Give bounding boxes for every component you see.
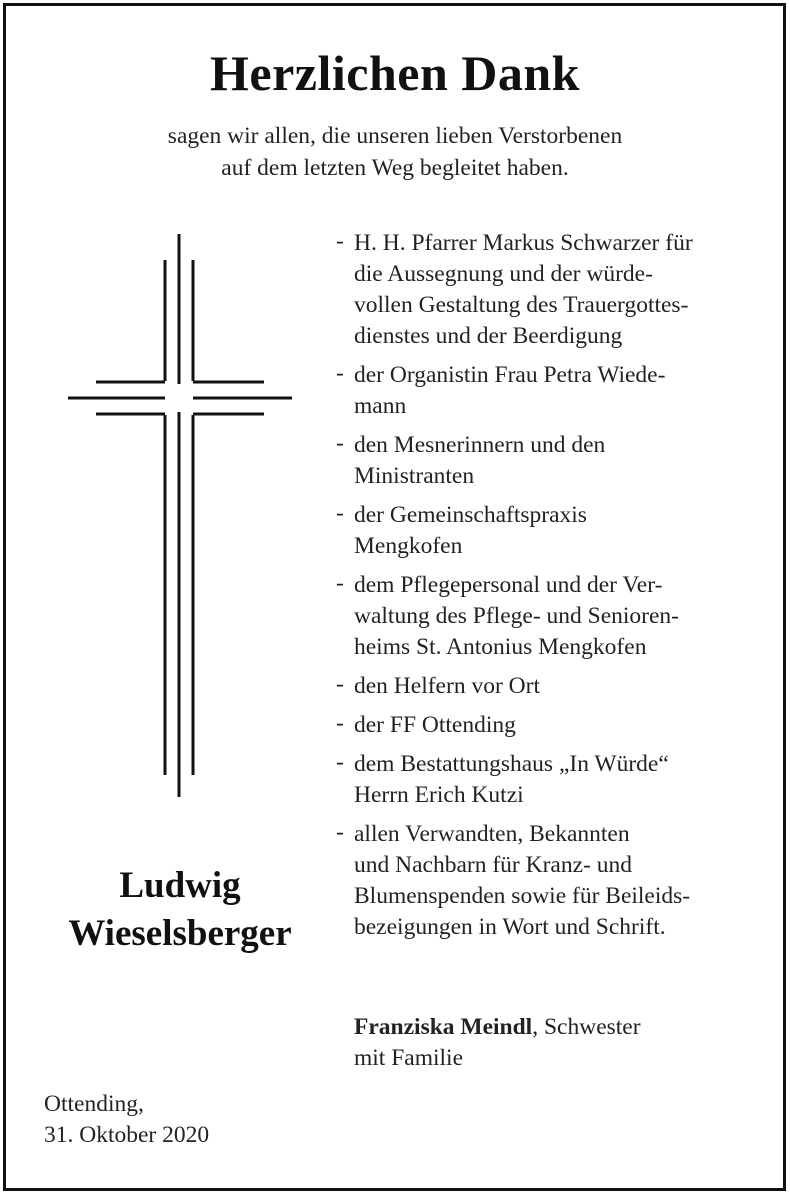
list-dash: - <box>336 819 344 845</box>
list-item-line: den Mesnerinnern und den <box>354 432 606 458</box>
list-item <box>334 819 754 943</box>
list-dash: - <box>336 430 344 456</box>
list-item-line: vollen Gestaltung des Trauergottes- <box>354 292 689 318</box>
list-item-line: H. H. Pfarrer Markus Schwarzer für <box>354 230 693 256</box>
list-item-line: Mengkofen <box>354 533 463 559</box>
list-item-line: und Nachbarn für Kranz- und <box>354 852 632 878</box>
deceased-last-name: Wieselsberger <box>68 913 292 954</box>
notice-title: Herzlichen Dank <box>210 45 580 101</box>
list-item-line: den Helfern vor Ort <box>354 673 540 699</box>
list-dash: - <box>336 228 344 254</box>
list-item-line: der Organistin Frau Petra Wiede- <box>354 362 666 388</box>
place-date <box>44 1089 209 1151</box>
list-dash: - <box>336 500 344 526</box>
list-dash: - <box>336 710 344 736</box>
list-dash: - <box>336 360 344 386</box>
list-dash: - <box>336 570 344 596</box>
list-dash: - <box>336 749 344 775</box>
subtitle-line-2: auf dem letzten Weg begleitet haben. <box>221 155 569 181</box>
deceased-name <box>40 862 320 958</box>
list-item-line: heims St. Antonius Mengkofen <box>354 634 647 660</box>
list-item <box>334 570 754 663</box>
list-item-line: waltung des Pflege- und Senioren- <box>354 603 680 629</box>
list-item-line: dem Pflegepersonal und der Ver- <box>354 572 663 598</box>
list-item <box>334 500 754 562</box>
list-item <box>334 749 754 811</box>
signature <box>354 1012 641 1074</box>
list-item-line: die Aussegnung und der würde- <box>354 261 653 287</box>
list-item <box>334 360 754 422</box>
thanks-list <box>334 228 754 951</box>
signature-name: Franziska Meindl <box>354 1014 533 1040</box>
deceased-first-name: Ludwig <box>119 865 241 906</box>
list-dash: - <box>336 671 344 697</box>
subtitle-line-1: sagen wir allen, die unseren lieben Verstorbenen <box>167 123 623 149</box>
list-item-line: der FF Ottending <box>354 712 516 738</box>
list-item-line: Blumenspenden sowie für Beileids- <box>354 883 691 909</box>
list-item-line: dem Bestattungshaus „In Würde“ <box>354 751 669 777</box>
list-item-line: dienstes und der Beerdigung <box>354 323 623 349</box>
list-item-line: bezeigungen in Wort und Schrift. <box>354 914 666 940</box>
list-item-line: allen Verwandten, Bekannten <box>354 821 630 847</box>
place: Ottending, <box>44 1091 144 1117</box>
list-item-line: mann <box>354 393 407 419</box>
signature-family: mit Familie <box>354 1045 464 1071</box>
list-item <box>334 671 754 702</box>
list-item-line: Ministranten <box>354 463 475 489</box>
list-item-line: Herrn Erich Kutzi <box>354 782 524 808</box>
list-item-line: der Gemeinschaftspraxis <box>354 502 587 528</box>
date: 31. Oktober 2020 <box>44 1122 210 1148</box>
signature-relation: , Schwester <box>532 1014 641 1040</box>
list-item <box>334 710 754 741</box>
list-item <box>334 430 754 492</box>
list-item <box>334 228 754 352</box>
